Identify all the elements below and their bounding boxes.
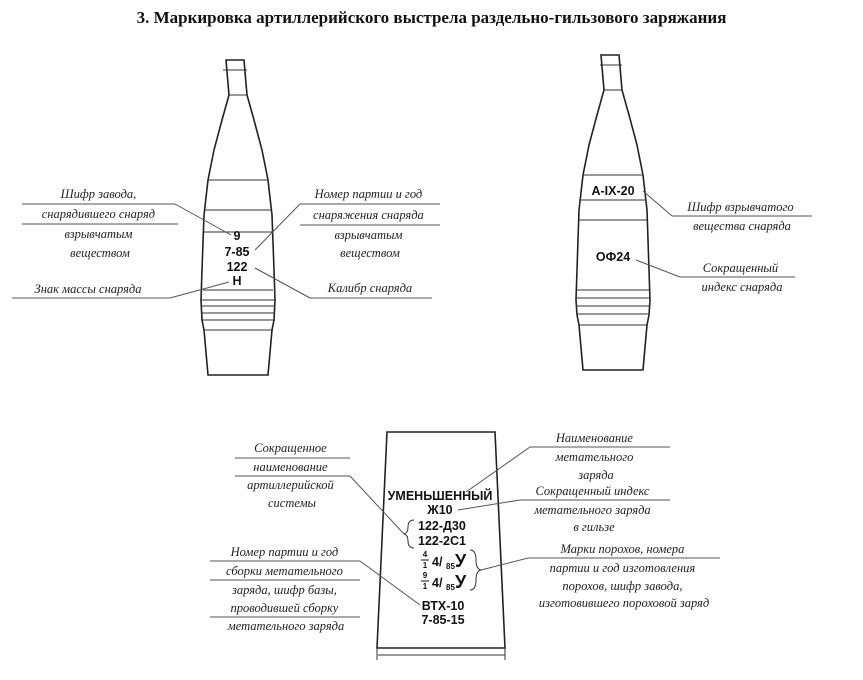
label-artillery-system: Сокращенное наименование артиллерийской системы <box>247 441 334 510</box>
diagram-title: 3. Маркировка артиллерийского выстрела раздельно-гильзового заряжания <box>136 8 727 27</box>
shell-right-mark-index: ОФ24 <box>595 250 631 264</box>
cartridge-mark-charge-name: УМЕНЬШЕННЫЙ <box>387 489 493 503</box>
cartridge-mark-assembly: 7-85-15 <box>421 613 465 627</box>
shell-right-mark-explosive: А-IX-20 <box>591 184 635 198</box>
shell-left <box>12 60 440 375</box>
svg-text:У: У <box>455 551 467 571</box>
label-lot-year: Номер партии и год снаряжения снаряда взрывчатым веществом <box>313 187 424 260</box>
cartridge-mark-base: ВТХ-10 <box>421 599 465 613</box>
label-caliber: Калибр снаряда <box>327 281 413 295</box>
cartridge-mark-system-1: 122-Д30 <box>418 519 466 533</box>
cartridge-mark-system-2: 122-2С1 <box>418 534 466 548</box>
cartridge-mark-charge-index: Ж10 <box>427 503 453 517</box>
label-powder-marks: Марки порохов, номера партии и год изготовления порохов, шифр завода, изготовившего пороховой заряд <box>538 542 710 610</box>
svg-text:4: 4 <box>422 550 428 559</box>
svg-text:1: 1 <box>422 561 428 570</box>
svg-text:4/: 4/ <box>432 555 443 569</box>
label-assembly-lot: Номер партии и год сборки метательного заряда, шифр базы, проводившей сборку метательного заряда <box>225 545 345 633</box>
label-factory-code: Шифр завода, снарядившего снаряд взрывчатым веществом <box>41 187 156 260</box>
svg-text:9: 9 <box>422 571 428 580</box>
svg-text:1: 1 <box>422 582 428 591</box>
label-shell-index: Сокращенный индекс снаряда <box>701 261 783 294</box>
shell-left-mark-lot: 7-85 <box>224 245 250 259</box>
svg-text:4/: 4/ <box>432 576 443 590</box>
svg-text:85: 85 <box>446 562 455 571</box>
svg-text:85: 85 <box>446 583 455 592</box>
label-charge-name: Наименование метательного заряда <box>555 431 634 482</box>
shell-left-mark-mass: Н <box>232 274 242 288</box>
shell-right-body <box>576 55 650 370</box>
label-explosive-code: Шифр взрывчатого вещества снаряда <box>687 200 794 233</box>
shell-left-mark-factory: 9 <box>233 229 241 243</box>
shell-right <box>576 55 812 370</box>
label-charge-index: Сокращенный индекс метательного заряда в гильзе <box>534 484 651 534</box>
cartridge-case <box>210 431 720 660</box>
label-mass-sign: Знак массы снаряда <box>34 282 142 296</box>
shell-left-mark-caliber: 122 <box>226 260 248 274</box>
shell-left-body <box>201 60 275 375</box>
svg-text:У: У <box>455 572 467 592</box>
